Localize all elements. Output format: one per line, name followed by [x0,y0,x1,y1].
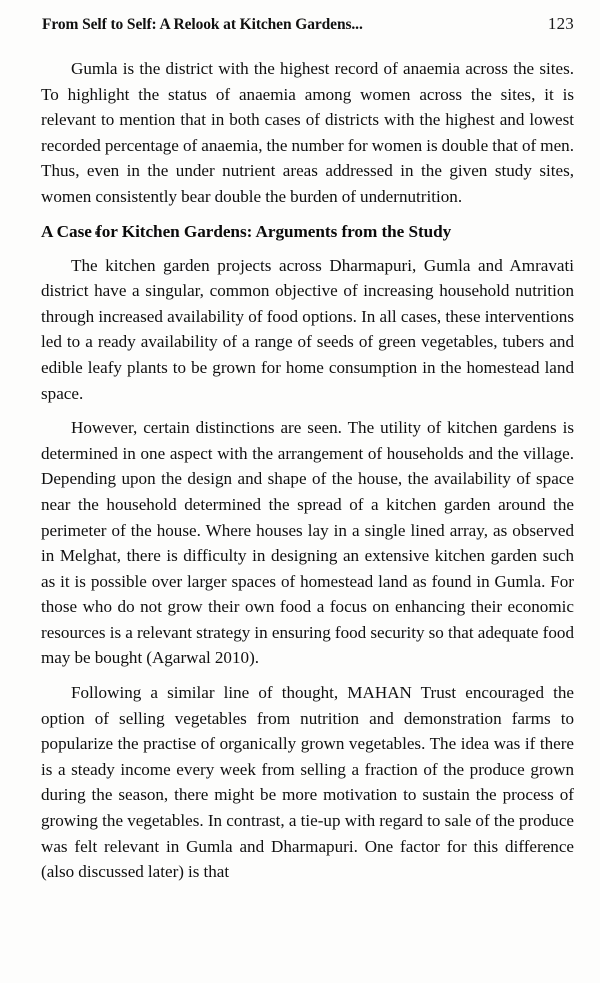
paragraph-kitchen-garden-projects: The kitchen garden projects across Dharmapuri, Gumla and Amravati district have a singular, common objective of increasing household nutrition through increased availability of food options. In all cases, these interventions led to a ready availability of a range of seeds of green vegetables, tubers and edible leafy plants to be grown for home consumption in the homestead land space. [41,255,574,403]
section-heading-case-for-kitchen-gardens: A Case for Kitchen Gardens: Arguments from the Study [41,221,452,241]
paragraph-anaemia-gumla: Gumla is the district with the highest record of anaemia across the sites. To highlight the status of anaemia among women across the sites, it is relevant to mention that in both cases of districts with the highest and lowest recorded percentage of anaemia, the number for women is double that of men. Thus, even in the under nutrient areas addressed in the given study sites, women consistently bear double the burden of undernutrition. [41,59,574,206]
text-column [41,56,574,885]
page-number: 123 [547,14,574,33]
paragraph-distinctions-utility: However, certain distinctions are seen. The utility of kitchen gardens is determined in one aspect with the arrangement of households and the village. Depending upon the design and shape of the house, the availability of space near the household determined the spread of a kitchen garden around the perimeter of the house. Where houses lay in a single lined array, as observed in Melghat, there is difficulty in designing an extensive kitchen garden such as it is possible over larger spaces of homestead land as found in Gumla. For those who do not grow their own food a focus on enhancing their economic resources is a relevant strategy in ensuring food security so that adequate food may be bought (Agarwal 2010). [41,418,574,668]
paragraph-mahan-trust-selling: Following a similar line of thought, MAHAN Trust encouraged the option of selling vegetables from nutrition and demonstration farms to popularize the practise of organically grown vegetables. The idea was if there is a steady income every week from selling a fraction of the produce grown during the season, there might be more motivation to sustain the process of growing the vegetables. In contrast, a tie-up with regard to sale of the produce was felt relevant in Gumla and Dharmapuri. One factor for this difference (also discussed later) is that [41,683,574,882]
running-head-title: From Self to Self: A Relook at Kitchen Gardens... [42,16,363,33]
running-head [42,14,574,40]
